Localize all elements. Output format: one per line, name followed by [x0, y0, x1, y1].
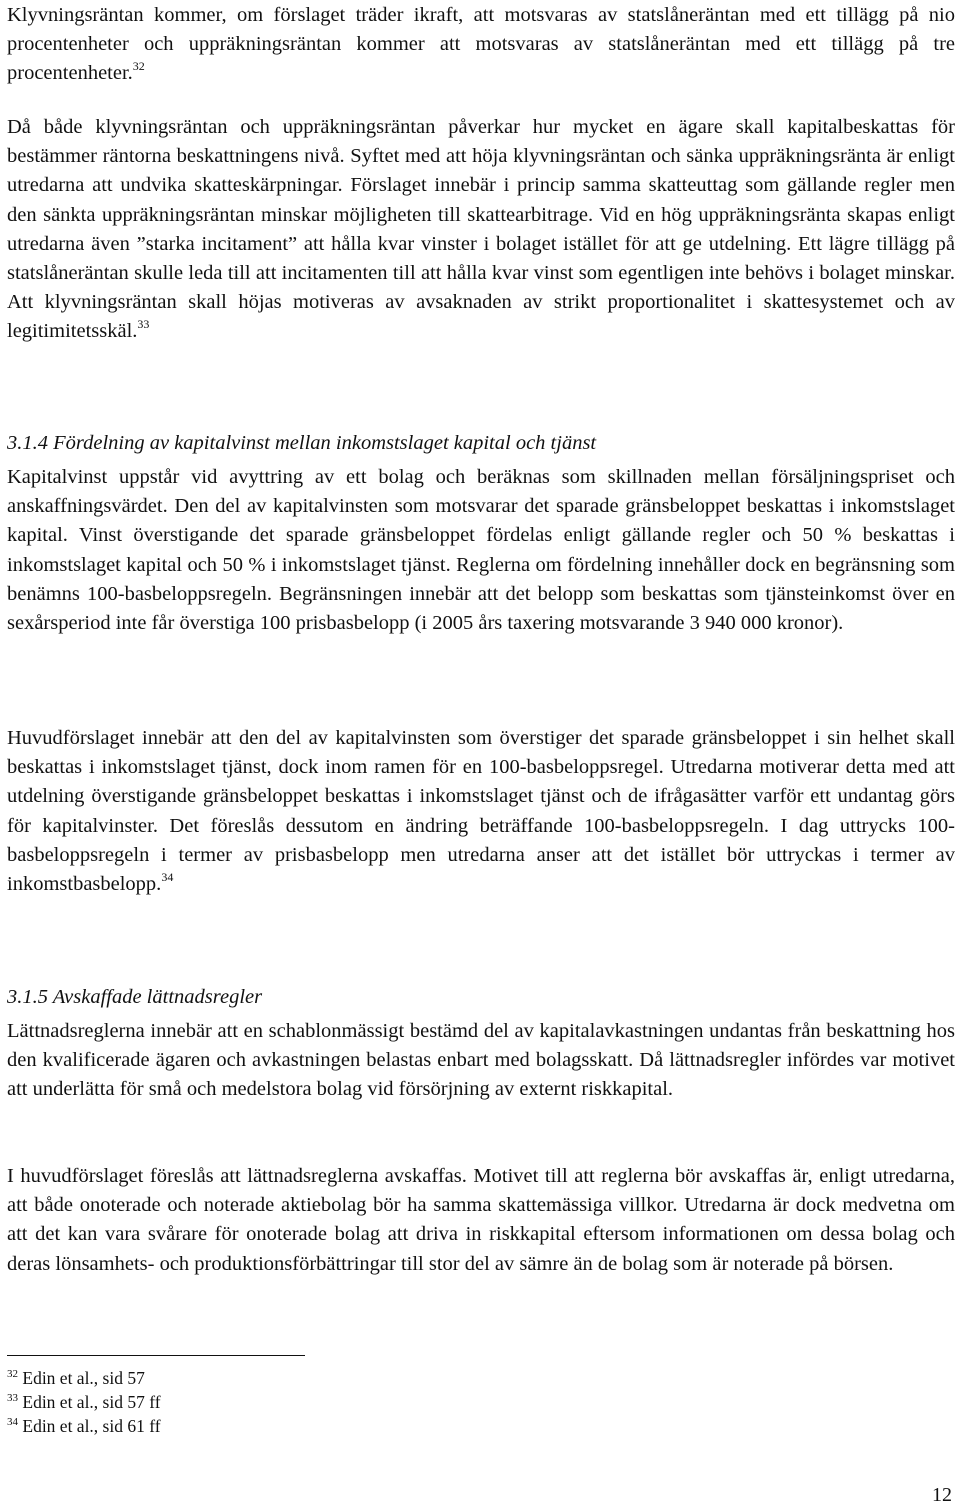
paragraph-lattnadsregler [7, 1017, 955, 1105]
paragraph-kapitalvinst [7, 463, 955, 638]
footnote-separator [7, 1355, 305, 1356]
section-heading-3-1-4: 3.1.4 Fördelning av kapitalvinst mellan inkomstslaget kapital och tjänst [7, 432, 597, 454]
footnote-number: 33 [7, 1392, 18, 1404]
footnote-ref-33[interactable]: 33 [137, 317, 150, 332]
paragraph-text: Lättnadsreglerna innebär att en schablonmässigt bestämd del av kapitalavkastningen undantas från beskattning hos den kvalificerade ägaren och avkastningen belastas enbart med bolagsskatt. Då lättnadsregler infördes var motivet att underlätta för små och medelstora bolag vid försörjning av externt riskkapital. [7, 1020, 955, 1101]
footnote-33 [7, 1390, 161, 1414]
paragraph-ranta-motivering [7, 113, 955, 347]
footnote-text: Edin et al., sid 61 ff [22, 1416, 161, 1436]
paragraph-huvudforslag-kapitalvinst [7, 724, 955, 899]
footnote-ref-32[interactable]: 32 [132, 59, 145, 74]
paragraph-ranta-forslag [7, 1, 955, 89]
footnote-ref-34[interactable]: 34 [161, 870, 174, 885]
footnote-text: Edin et al., sid 57 ff [22, 1392, 161, 1412]
paragraph-text: Kapitalvinst uppstår vid avyttring av ett bolag och beräknas som skillnaden mellan försäljningspriset och anskaffningsvärdet. Den del av kapitalvinsten som motsvarar det sparade gränsbeloppet beskattas i inkomstslaget kapital. Vinst överstigande det sparade gränsbeloppet fördelas enligt gällande regler och 50 % beskattas i inkomstslaget kapital och 50 % i inkomstslaget tjänst. Reglerna om fördelning innehåller dock en begränsning som benämns 100-basbeloppsregeln. Begränsningen innebär att det belopp som beskattas som tjänsteinkomst över en sexårsperiod inte får överstiga 100 prisbasbelopp (i 2005 års taxering motsvarande 3 940 000 kronor). [7, 466, 955, 635]
section-heading-3-1-5: 3.1.5 Avskaffade lättnadsregler [7, 986, 263, 1008]
paragraph-text: Klyvningsräntan kommer, om förslaget träder ikraft, att motsvaras av statslåneräntan med ett tillägg på nio procentenheter och uppräkningsräntan kommer att motsvaras av statslåneräntan med ett tillägg på tre procentenheter. [7, 4, 955, 85]
footnote-32 [7, 1366, 161, 1390]
footnote-number: 32 [7, 1368, 18, 1380]
paragraph-text: I huvudförslaget föreslås att lättnadsreglerna avskaffas. Motivet till att reglerna bör avskaffas är, enligt utredarna, att både onoterade och noterade aktiebolag bör ha samma skattemässiga villkor. Utredarna är dock medvetna om att det kan vara svårare för onoterade bolag att driva in riskkapital eftersom informationen om dessa bolag och deras lönsamhets- och produktionsförbättringar till stor del av sämre än de bolag som är noterade på börsen. [7, 1165, 955, 1275]
footnote-text: Edin et al., sid 57 [22, 1368, 145, 1388]
footnote-number: 34 [7, 1416, 18, 1428]
footnotes [7, 1366, 161, 1438]
footnote-34 [7, 1414, 161, 1438]
paragraph-huvudforslag-lattnad [7, 1162, 955, 1279]
paragraph-text: Då både klyvningsräntan och uppräkningsräntan påverkar hur mycket en ägare skall kapitalbeskattas för bestämmer räntorna beskattningens nivå. Syftet med att höja klyvningsräntan och sänka uppräkningsränta är enligt utredarna att undvika skatteskärpningar. Förslaget innebär i princip samma skatteuttag som gällande regler men den sänkta uppräkningsräntan minskar möjligheten till skattearbitrage. Vid en hög uppräkningsränta skapas enligt utredarna även ”starka incitament” att hålla kvar vinster i bolaget istället för att ge utdelning. Ett lägre tillägg på statslåneräntan skulle leda till att incitamenten till att hålla kvar vinst som egentligen inte behövs i bolaget minskar. Att klyvningsräntan skall höjas motiveras av avsaknaden av strikt proportionalitet i skattesystemet och av legitimitetsskäl. [7, 116, 955, 343]
paragraph-text: Huvudförslaget innebär att den del av kapitalvinsten som överstiger det sparade gränsbeloppet i sin helhet skall beskattas i inkomstslaget tjänst, dock inom ramen för en 100-basbeloppsregel. Utredarna motiverar detta med att utdelning överstigande gränsbeloppet beskattas i inkomstslaget tjänst och de ifrågasätter varför ett undantag görs för kapitalvinster. Det föreslås dessutom en ändring beträffande 100-basbeloppsregeln. I dag uttrycks 100-basbeloppsregeln i termer av prisbasbelopp men utredarna anser att det istället bör uttryckas i termer av inkomstbasbelopp. [7, 727, 955, 896]
page-number: 12 [932, 1484, 952, 1506]
